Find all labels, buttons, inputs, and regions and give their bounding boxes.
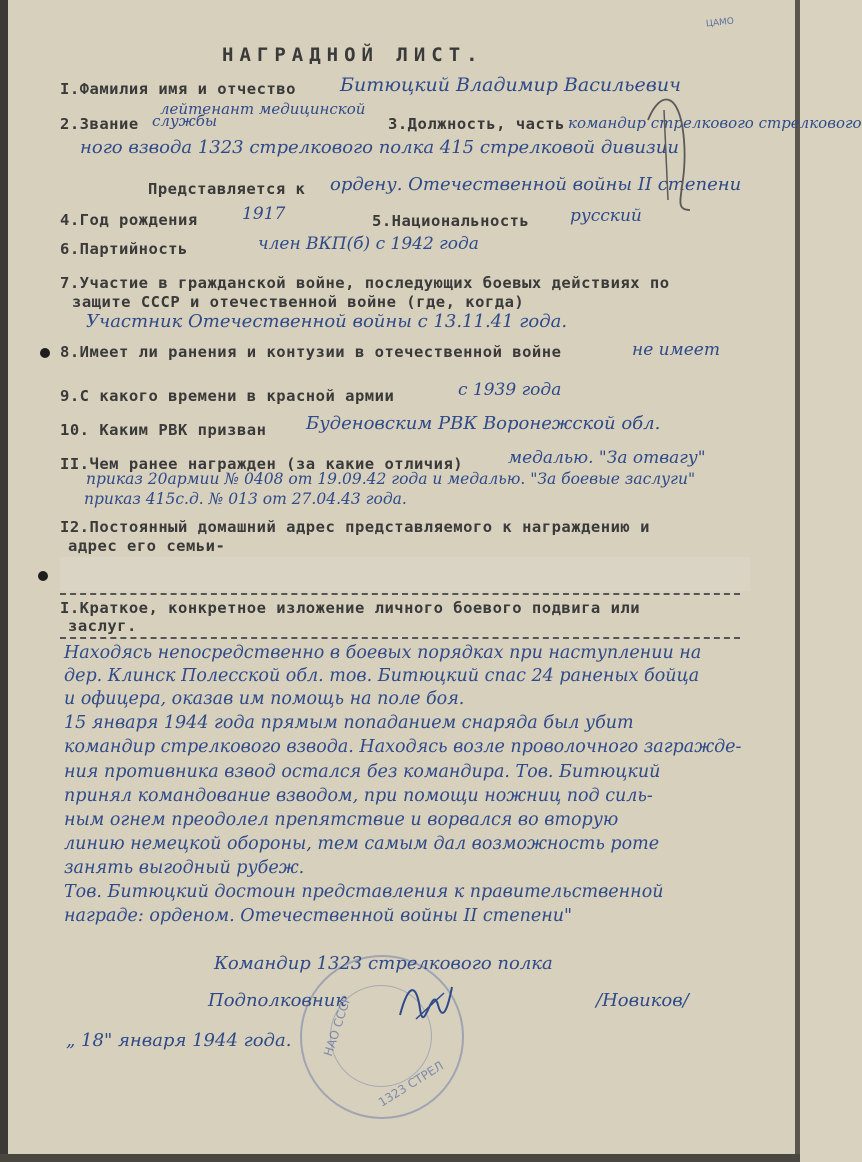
field-7-label-b: защите СССР и отечественной войне (где, когда) bbox=[72, 293, 525, 311]
nominated-label: Представляется к bbox=[148, 180, 306, 198]
narrative-line: Находясь непосредственно в боевых порядках при наступлении на bbox=[64, 643, 702, 663]
field-11-value-c: приказ 415с.д. № 013 от 27.04.43 года. bbox=[84, 490, 407, 508]
pencil-check-mark bbox=[640, 80, 700, 220]
section-1-label-b: заслуг. bbox=[68, 617, 137, 635]
field-2-value-a: лейтенант медицинской bbox=[160, 100, 366, 118]
document-date: „ 18" января 1944 года. bbox=[66, 1030, 292, 1051]
right-frame-edge bbox=[795, 0, 800, 1162]
punch-hole-icon bbox=[40, 348, 50, 358]
left-frame-edge bbox=[0, 0, 8, 1162]
field-3-value-b: ного взвода 1323 стрелкового полка 415 стрелковой дивизии bbox=[80, 137, 679, 158]
redacted-address bbox=[60, 557, 750, 591]
section-divider-top bbox=[60, 593, 740, 595]
field-11-label: II.Чем ранее награжден (за какие отличия) bbox=[60, 455, 464, 473]
field-3-label: 3.Должность, часть bbox=[388, 115, 565, 133]
field-1-value: Битюцкий Владимир Васильевич bbox=[340, 74, 681, 96]
nominated-value: ордену. Отечественной войны II степени bbox=[330, 174, 742, 195]
section-divider-bottom bbox=[60, 637, 740, 639]
field-2-label: 2.Звание bbox=[60, 115, 139, 133]
field-12-label-b: адрес его семьи- bbox=[68, 537, 226, 555]
field-8-value: не имеет bbox=[632, 340, 720, 360]
stamp-text-a: НАО СССР bbox=[321, 993, 354, 1059]
punch-hole-icon bbox=[38, 571, 48, 581]
field-6-label: 6.Партийность bbox=[60, 240, 188, 258]
signer-title: Командир 1323 стрелкового полка bbox=[214, 953, 553, 974]
document-title: НАГРАДНОЙ ЛИСТ. bbox=[222, 44, 484, 66]
field-10-label: 10. Каким РВК призван bbox=[60, 421, 267, 439]
field-3-value-a: командир стрелкового стрелкового bbox=[568, 114, 862, 132]
field-2-value-b: службы bbox=[152, 112, 218, 130]
field-4-label: 4.Год рождения bbox=[60, 211, 198, 229]
narrative-line: дер. Клинск Полесской обл. тов. Битюцкий спас 24 раненых бойца bbox=[64, 666, 700, 686]
field-7-value: Участник Отечественной войны с 13.11.41 года. bbox=[86, 311, 568, 332]
field-10-value: Буденовским РВК Воронежской обл. bbox=[306, 413, 661, 434]
signer-rank: Подполковник bbox=[208, 990, 347, 1011]
field-8-label: 8.Имеет ли ранения и контузии в отечественной войне bbox=[60, 343, 562, 361]
narrative-line: награде: орденом. Отечественной войны II степени" bbox=[64, 906, 573, 926]
field-4-value: 1917 bbox=[242, 204, 286, 224]
narrative-line: и офицера, оказав им помощь на поле боя. bbox=[64, 689, 465, 709]
narrative-line: 15 января 1944 года прямым попаданием снаряда был убит bbox=[64, 713, 634, 733]
field-6-value: член ВКП(б) с 1942 года bbox=[258, 234, 479, 254]
bottom-frame-edge bbox=[0, 1154, 800, 1162]
field-9-value: с 1939 года bbox=[458, 380, 562, 400]
field-11-value-b: приказ 20армии № 0408 от 19.09.42 года и медалью. "За боевые заслуги" bbox=[86, 470, 696, 488]
field-7-label-a: 7.Участие в гражданской войне, последующих боевых действиях по bbox=[60, 274, 670, 292]
archive-mark: ЦАМО bbox=[705, 16, 735, 30]
field-12-label-a: I2.Постоянный домашний адрес представляемого к награждению и bbox=[60, 518, 650, 536]
stamp-text-b: 1323 СТРЕЛ bbox=[375, 1058, 447, 1110]
section-1-label-a: I.Краткое, конкретное изложение личного боевого подвига или bbox=[60, 599, 641, 617]
narrative-line: занять выгодный рубеж. bbox=[64, 858, 305, 878]
narrative-line: ным огнем преодолел препятствие и ворвался во вторую bbox=[64, 810, 619, 830]
field-1-label: I.Фамилия имя и отчество bbox=[60, 80, 296, 98]
narrative-line: командир стрелкового взвода. Находясь возле проволочного загражде- bbox=[64, 737, 742, 757]
narrative-line: принял командование взводом, при помощи ножниц под силь- bbox=[64, 786, 653, 806]
handwritten-signature bbox=[396, 975, 456, 1027]
field-11-value-a: медалью. "За отвагу" bbox=[508, 448, 706, 468]
signer-name: /Новиков/ bbox=[596, 990, 689, 1011]
field-5-value: русский bbox=[570, 206, 642, 226]
field-5-label: 5.Национальность bbox=[372, 212, 530, 230]
narrative-line: Тов. Битюцкий достоин представления к правительственной bbox=[64, 882, 664, 902]
field-9-label: 9.С какого времени в красной армии bbox=[60, 387, 395, 405]
narrative-line: линию немецкой обороны, тем самым дал возможность роте bbox=[64, 834, 660, 854]
narrative-line: ния противника взвод остался без командира. Тов. Битюцкий bbox=[64, 762, 661, 782]
